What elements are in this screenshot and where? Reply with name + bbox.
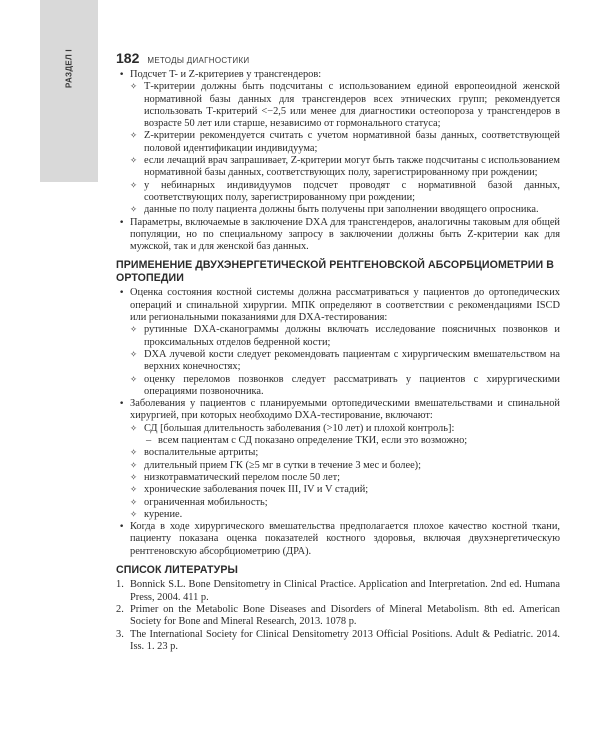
reference-number: 2. (116, 604, 124, 616)
section-heading: ПРИМЕНЕНИЕ ДВУХЭНЕРГЕТИЧЕСКОЙ РЕНТГЕНОВСКОЙ АБСОРБЦИОМЕТРИИ В ОРТОПЕДИИ (116, 259, 555, 284)
references-list (116, 579, 560, 653)
list-item-text: Когда в ходе хирургического вмешательства предполагается плохое качество костной ткани, пациенту показана оценка показателей костного здоровья, включая двухэнергетическую рентгеновскую абсорбциометрию (ДРА). (130, 521, 560, 557)
sub-list-item: ✧ хронические заболевания почек III, IV и V стадий; (130, 484, 560, 496)
reference-item (116, 604, 560, 629)
orthopedics-list (116, 287, 560, 558)
list-item (116, 217, 560, 254)
page-number: 182 (116, 50, 140, 66)
sub-list-item: ✧ воспалительные артриты; (130, 447, 560, 459)
reference-number: 3. (116, 628, 124, 640)
sub-list (130, 81, 560, 216)
list-item (116, 398, 560, 521)
sub-list-item: ✧ ограниченная мобильность; (130, 497, 560, 509)
reference-text: Bonnick S.L. Bone Densitometry in Clinical Practice. Application and Interpretation. 2nd ed. Humana Press, 2004. 411 p. (130, 579, 560, 603)
sub-list-item: ✧ длительный прием ГК (≥5 мг в сутки в течение 3 мес и более); (130, 460, 560, 472)
running-head: МЕТОДЫ ДИАГНОСТИКИ (147, 56, 250, 65)
page-header (116, 50, 560, 66)
list-item (116, 521, 560, 558)
reference-item (116, 579, 560, 604)
transgender-criteria-list (116, 69, 560, 253)
sub-list-item: ✧ DXA лучевой кости следует рекомендовать пациентам с хирургическим вмешательством на верхних конечностях; (130, 349, 560, 374)
sub-list-item: ✧ низкотравматический перелом после 50 лет; (130, 472, 560, 484)
sub-list-item: ✧ у небинарных индивидуумов подсчет проводят с нормативной базой данных, соответствующих полу, зарегистрированному при рождении; (130, 180, 560, 205)
nested-list-item: – всем пациентам с СД показано определение ТКИ, если это возможно; (144, 435, 560, 447)
list-item-text: Оценка состояния костной системы должна рассматриваться у пациентов до ортопедических операций и спинальной хирургии. МПК определяют в соответствии с рекомендациями ISCD или региональными показаниями для DXA-тестирования: (130, 287, 560, 324)
list-item (116, 287, 560, 398)
sub-list-item: ✧ данные по полу пациента должны быть получены при заполнении вводящего опросника. (130, 204, 560, 216)
sub-list (130, 324, 560, 398)
reference-text: The International Society for Clinical Densitometry 2013 Official Positions. Adult & Pediatric. 2014. Iss. 1. 23 p. (130, 628, 560, 652)
sub-list-item: ✧ Z-критерии рекомендуется считать с учетом нормативной базы данных, соответствующей половой идентификации индивидуума; (130, 130, 560, 155)
sub-list-item: ✧ курение. (130, 509, 560, 521)
sub-list-item (130, 423, 560, 448)
sub-list-item: ✧ оценку переломов позвонков следует рассматривать у пациентов с хирургическими операциями позвоночника. (130, 374, 560, 399)
sub-list-item-text: СД [большая длительность заболевания (>10 лет) и плохой контроль]: (144, 422, 455, 434)
reference-number: 1. (116, 579, 124, 591)
list-item-text: Подсчет T- и Z-критериев у трансгендеров: (130, 69, 322, 80)
list-item-text: Заболевания у пациентов с планируемыми ортопедическими вмешательствами и спинальной хирургией, при которых необходимо DXA-тестирование, включают: (130, 398, 560, 422)
sub-list-item: ✧ рутинные DXA-сканограммы должны включать исследование поясничных позвонков и проксимальных отделов бедренной кости; (130, 324, 560, 349)
sub-list-item: ✧ Т-критерии должны быть подсчитаны с использованием единой европеоидной женской нормативной базы данных для трансгендеров всех этнических групп; рекомендуется использовать Т-критерий <−2,5 или менее для диагностики остеопороза у трансгендеров в возрасте 50 лет или старше, независимо от гормонального статуса; (130, 81, 560, 130)
list-item-text: Параметры, включаемые в заключение DXA для трансгендеров, аналогичны таковым для общей популяции, но по специальному запросу в заключении должны быть Z-критерии как для мужской, так и для женской баз данных. (130, 216, 560, 253)
page-body (116, 69, 560, 653)
reference-text: Primer on the Metabolic Bone Diseases and Disorders of Mineral Metabolism. 8th ed. American Society for Bone and Mineral Research, 2013. 1078 p. (130, 604, 560, 628)
reference-item (116, 629, 560, 654)
section-label: РАЗДЕЛ I (64, 49, 74, 88)
sub-list-item: ✧ если лечащий врач запрашивает, Z-критерии могут быть также подсчитаны с использованием нормативной базы данных, соответствующих полу, зарегистрированному при рождении; (130, 155, 560, 180)
nested-list (144, 435, 560, 447)
sub-list (130, 423, 560, 521)
section-side-tab (40, 0, 98, 182)
references-heading: СПИСОК ЛИТЕРАТУРЫ (116, 563, 238, 576)
list-item (116, 69, 560, 217)
